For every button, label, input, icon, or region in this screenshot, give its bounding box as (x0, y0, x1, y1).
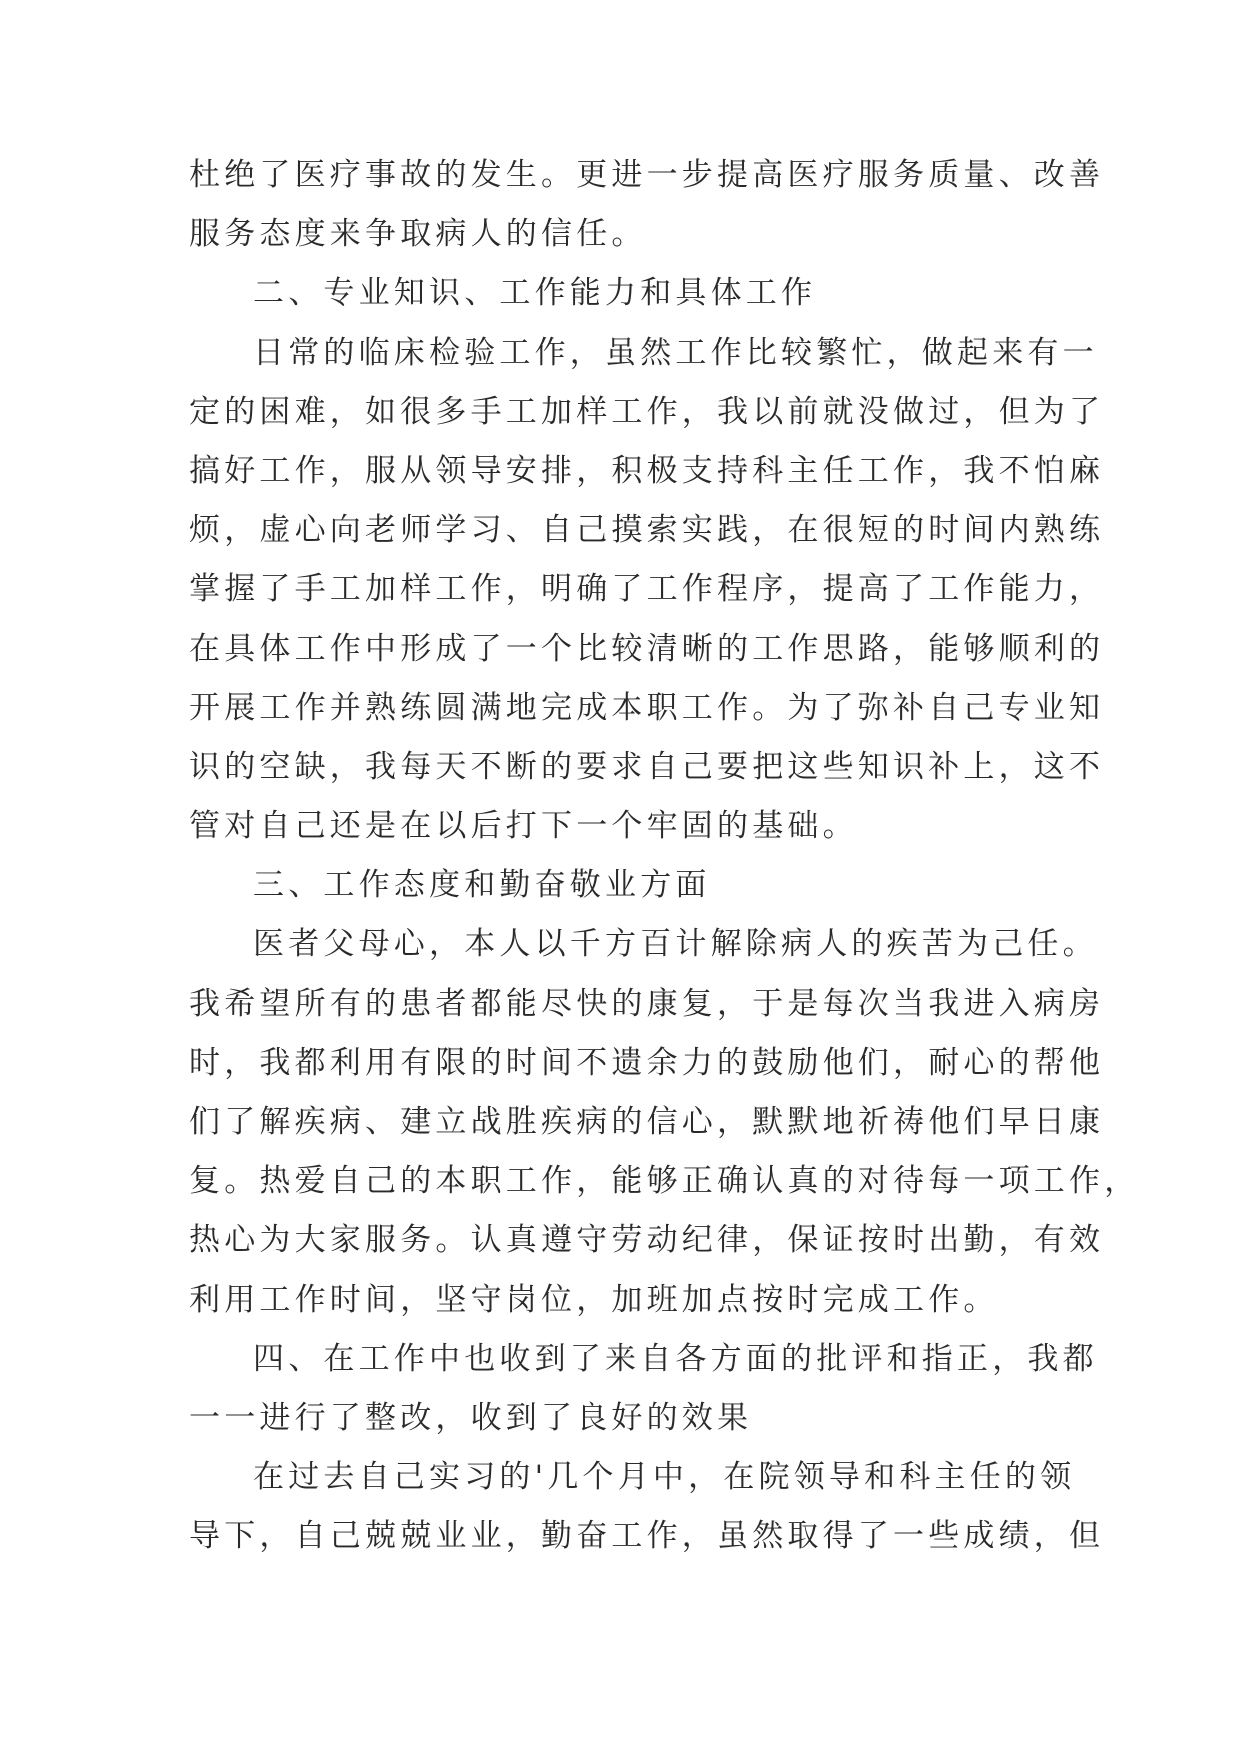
section-heading: 四、在工作中也收到了来自各方面的批评和指正，我都 (253, 1340, 1098, 1377)
text-line: 我希望所有的患者都能尽快的康复，于是每次当我进入病房 (189, 985, 1105, 1022)
text-line: 搞好工作，服从领导安排，积极支持科主任工作，我不怕麻 (189, 452, 1105, 489)
text-line: 日常的临床检验工作，虽然工作比较繁忙，做起来有一 (253, 334, 1098, 371)
body-text (189, 146, 1140, 1567)
text-line: 管对自己还是在以后打下一个牢固的基础。 (189, 808, 858, 845)
text-line: 利用工作时间，坚守岗位，加班加点按时完成工作。 (189, 1281, 999, 1318)
text-line: 热心为大家服务。认真遵守劳动纪律，保证按时出勤，有效 (189, 1222, 1105, 1259)
text-line: 医者父母心，本人以千方百计解除病人的疾苦为己任。 (253, 926, 1098, 963)
text-line: 掌握了手工加样工作，明确了工作程序，提高了工作能力， (189, 571, 1105, 608)
text-line: 烦，虚心向老师学习、自己摸索实践，在很短的时间内熟练 (189, 512, 1105, 549)
section-heading: 三、工作态度和勤奋敬业方面 (253, 867, 711, 904)
text-line: 复。热爱自己的本职工作，能够正确认真的对待每一项工作， (189, 1163, 1140, 1200)
text-line: 开展工作并熟练圆满地完成本职工作。为了弥补自己专业知 (189, 689, 1105, 726)
section-heading: 一一进行了整改，收到了良好的效果 (189, 1399, 753, 1436)
text-line: 服务态度来争取病人的信任。 (189, 216, 647, 253)
text-line: 时，我都利用有限的时间不遗余力的鼓励他们，耐心的帮他 (189, 1044, 1105, 1081)
text-line: 在过去自己实习的'几个月中，在院领导和科主任的领 (253, 1459, 1076, 1496)
text-line: 定的困难，如很多手工加样工作，我以前就没做过，但为了 (189, 393, 1105, 430)
section-heading: 二、专业知识、工作能力和具体工作 (253, 275, 817, 312)
text-line: 在具体工作中形成了一个比较清晰的工作思路，能够顺利的 (189, 630, 1105, 667)
text-line: 杜绝了医疗事故的发生。更进一步提高医疗服务质量、改善 (189, 157, 1105, 193)
text-line: 识的空缺，我每天不断的要求自己要把这些知识补上，这不 (189, 748, 1105, 785)
text-line: 导下，自己兢兢业业，勤奋工作，虽然取得了一些成绩，但 (189, 1518, 1105, 1555)
text-line: 们了解疾病、建立战胜疾病的信心，默默地祈祷他们早日康 (189, 1104, 1105, 1140)
